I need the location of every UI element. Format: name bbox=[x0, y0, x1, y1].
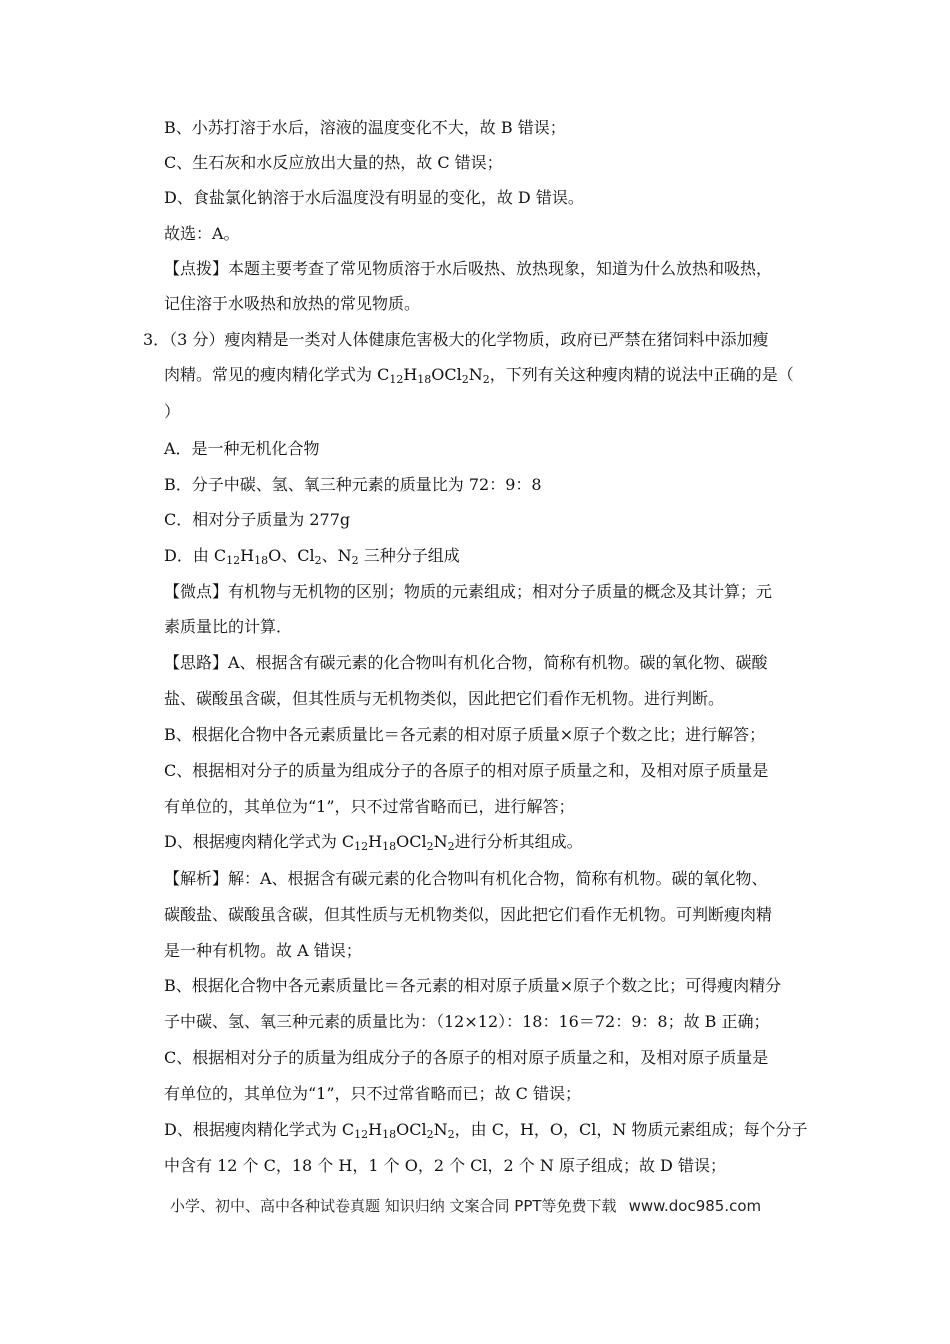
text-fragment: 肉精。常见的瘦肉精化学式为 bbox=[164, 365, 378, 384]
page-footer bbox=[170, 1196, 810, 1216]
answer-line-d: D、食盐氯化钠溶于水后温度没有明显的变化，故 D 错误。 bbox=[164, 188, 584, 207]
question-3-stem: 3．（3 分）瘦肉精是一类对人体健康危害极大的化学物质，政府已严禁在猪饲料中添加瘦 bbox=[143, 330, 769, 349]
answer-line-b: B、小苏打溶于水后，溶液的温度变化不大，故 B 错误； bbox=[164, 118, 566, 137]
option-c: C．相对分子质量为 277g bbox=[164, 510, 351, 529]
approach-line-6 bbox=[164, 832, 814, 852]
analysis-line-6: C、根据相对分子的质量为组成分子的各原子的相对原子质量之和，及相对原子质量是 bbox=[164, 1048, 769, 1067]
analysis-line-4: B、根据化合物中各元素质量比＝各元素的相对原子质量×原子个数之比；可得瘦肉精分 bbox=[164, 976, 782, 995]
approach-line-5: 有单位的，其单位为“1”，只不过常省略而已，进行解答； bbox=[164, 797, 575, 816]
analysis-line-3: 是一种有机物。故 A 错误； bbox=[164, 941, 362, 960]
chemical-formula: $C_{12}H_{18}OCl_2N_2$ bbox=[341, 1120, 455, 1141]
analysis-line-2: 碳酸盐、碳酸虽含碳，但其性质与无机物类似，因此把它们看作无机物。可判断瘦肉精 bbox=[164, 905, 773, 924]
text-fragment: D．由 bbox=[164, 546, 214, 565]
approach-line-2: 盐、碳酸虽含碳，但其性质与无机物类似，因此把它们看作无机物。进行判断。 bbox=[164, 689, 725, 708]
analysis-line-5: 子中碳、氢、氧三种元素的质量比为：（12×12）：18：16＝72：9：8；故 B 正确； bbox=[164, 1012, 770, 1031]
approach-line-1: 【思路】A、根据含有碳元素的化合物叫有机化合物，简称有机物。碳的氧化物、碳酸 bbox=[164, 653, 768, 672]
option-d bbox=[164, 546, 814, 566]
analysis-line-7: 有单位的，其单位为“1”，只不过常省略而已；故 C 错误； bbox=[164, 1084, 581, 1103]
analysis-line-1: 【解析】解：A、根据含有碳元素的化合物叫有机化合物，简称有机物。碳的氧化物、 bbox=[164, 869, 768, 888]
analysis-line-8 bbox=[164, 1120, 814, 1140]
question-3-stem-formula bbox=[164, 365, 814, 385]
keypoint-line-1: 【微点】有机物与无机物的区别；物质的元素组成；相对分子质量的概念及其计算；元 bbox=[164, 582, 773, 601]
text-fragment: 进行分析其组成。 bbox=[454, 832, 583, 851]
text-fragment: D、根据瘦肉精化学式为 bbox=[164, 832, 342, 851]
answer-line-c: C、生石灰和水反应放出大量的热，故 C 错误； bbox=[164, 153, 503, 172]
option-b: B．分子中碳、氢、氧三种元素的质量比为 72：9：8 bbox=[164, 475, 542, 494]
tip-line-2: 记住溶于水吸热和放热的常见物质。 bbox=[164, 294, 421, 313]
chemical-formula: $C_{12}H_{18}OCl_2N_2$ bbox=[341, 832, 455, 853]
approach-line-3: B、根据化合物中各元素质量比＝各元素的相对原子质量×原子个数之比；进行解答； bbox=[164, 725, 766, 744]
text-fragment: 三种分子组成 bbox=[358, 546, 460, 565]
footer-text: 小学、初中、高中各种试卷真题 知识归纳 文案合同 PPT等免费下载 bbox=[170, 1197, 617, 1215]
chemical-formula: $C_{12}H_{18}OCl_2N_2$ bbox=[377, 365, 490, 386]
chemical-formula: $C_{12}H_{18}O$、$Cl_2$、$N_2$ bbox=[213, 546, 359, 567]
question-3-paren: ） bbox=[164, 402, 181, 421]
footer-link[interactable]: www.doc985.com bbox=[628, 1197, 762, 1215]
text-fragment: ，由 C，H，O，Cl，N 物质元素组成；每个分子 bbox=[454, 1120, 808, 1139]
text-fragment: D、根据瘦肉精化学式为 bbox=[164, 1120, 342, 1139]
analysis-line-9: 中含有 12 个 C，18 个 H，1 个 O，2 个 Cl，2 个 N 原子组成；故 D 错误； bbox=[164, 1156, 726, 1175]
approach-line-4: C、根据相对分子的质量为组成分子的各原子的相对原子质量之和，及相对原子质量是 bbox=[164, 761, 769, 780]
text-fragment: ，下列有关这种瘦肉精的说法中正确的是（ bbox=[489, 365, 794, 384]
answer-choice: 故选：A。 bbox=[164, 224, 240, 243]
option-a: A．是一种无机化合物 bbox=[164, 439, 320, 458]
tip-line-1: 【点拨】本题主要考查了常见物质溶于水后吸热、放热现象，知道为什么放热和吸热， bbox=[164, 259, 773, 278]
keypoint-line-2: 素质量比的计算． bbox=[164, 617, 293, 636]
